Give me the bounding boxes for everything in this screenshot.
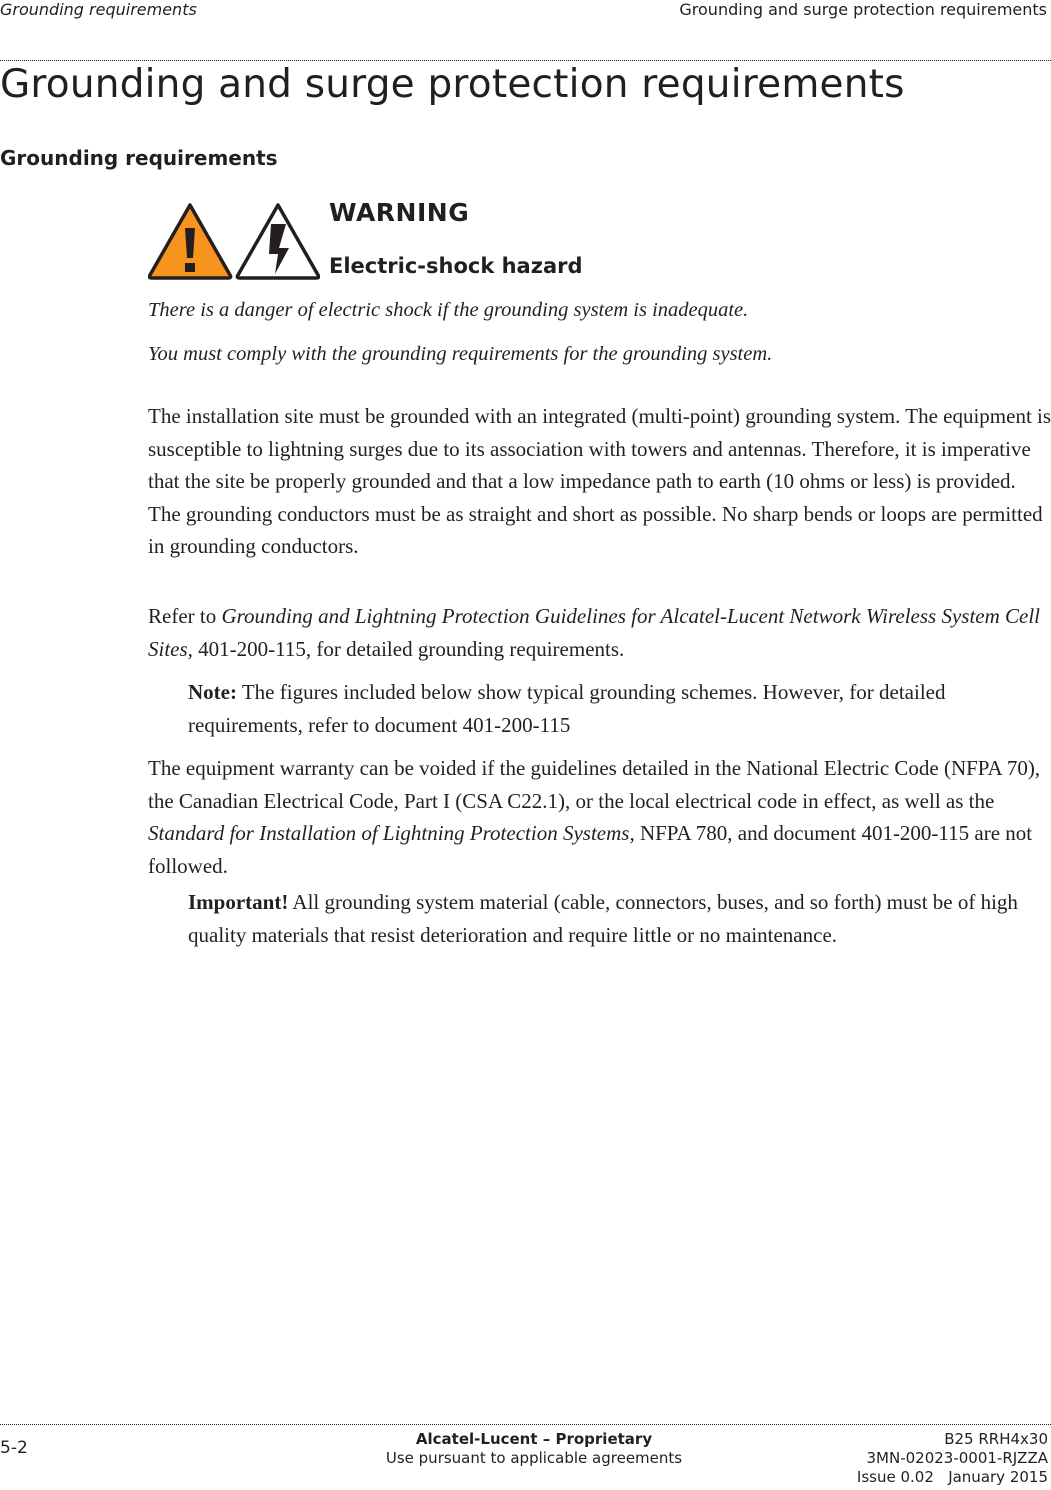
footer-date: January 2015: [948, 1468, 1048, 1486]
paragraph-3-suffix: NFPA 780, and document 401-200-115 are not followed.: [148, 821, 1033, 878]
header-divider: [0, 60, 1051, 61]
paragraph-1: The installation site must be grounded with an integrated (multi-point) grounding system. The equipment is susceptible to lightning surges due to its association with towers and antennas. Therefore, it is imperative that the site be properly grounded and that a low impedance path to earth (10 ohms or less) is provided. The grounding conductors must be as straight and short as possible. No sharp bends or loops are permitted in grounding conductors.: [148, 404, 1051, 558]
warning-icons: [148, 202, 320, 280]
paragraph-2: [148, 600, 1051, 665]
footer-company: Alcatel-Lucent – Proprietary: [415, 1430, 653, 1448]
running-header: [0, 0, 1051, 22]
section-title: Grounding requirements: [0, 146, 278, 170]
note-label: Note:: [188, 680, 237, 704]
warning-label: WARNING: [329, 198, 470, 227]
note: [188, 676, 1051, 741]
warning-line-2: You must comply with the grounding requirements for the grounding system.: [148, 343, 773, 365]
standard-title: Standard for Installation of Lightning Protection Systems,: [148, 821, 635, 845]
page-title: Grounding and surge protection requirements: [0, 62, 905, 107]
note-text: The figures included below show typical grounding schemes. However, for detailed requirements, refer to document 401-200-115: [188, 680, 946, 737]
footer-center: [300, 1430, 768, 1468]
important-note: [188, 886, 1051, 951]
electric-shock-icon: [237, 205, 318, 278]
header-left: Grounding requirements: [0, 0, 197, 19]
footer-right: [857, 1430, 1048, 1487]
warning-icons-svg: [148, 202, 320, 280]
footer-issue: Issue 0.02: [856, 1468, 934, 1486]
header-right: Grounding and surge protection requirements: [679, 0, 1047, 19]
important-text: All grounding system material (cable, connectors, buses, and so forth) must be of high quality materials that resist deterioration and require little or no maintenance.: [188, 890, 1018, 947]
guidelines-title: Grounding and Lightning Protection Guidelines for Alcatel-Lucent Network Wireless System Cell Sites,: [148, 604, 1041, 661]
paragraph-2-suffix: 401-200-115, for detailed grounding requirements.: [192, 636, 625, 661]
warning-line-1: There is a danger of electric shock if the grounding system is inadequate.: [148, 299, 749, 321]
page-number: 5-2: [0, 1438, 28, 1458]
exclamation-warning-icon: [149, 205, 230, 278]
footer-doc-number: 3MN-02023-0001-RJZZA: [866, 1449, 1048, 1467]
paragraph-2-prefix: Refer to: [148, 604, 222, 628]
important-label: Important!: [188, 890, 289, 914]
warning-subtitle: Electric-shock hazard: [329, 254, 583, 278]
paragraph-3-prefix: The equipment warranty can be voided if the guidelines detailed in the National Electric Code (NFPA 70), the Canadian Electrical Code, Part I (CSA C22.1), or the local electrical code in effect, as well as the: [148, 756, 1041, 813]
footer-issue-line: [857, 1468, 1048, 1487]
footer-product: B25 RRH4x30: [944, 1430, 1048, 1448]
footer-divider: [0, 1424, 1051, 1425]
paragraph-3: [148, 752, 1051, 882]
footer-usage: Use pursuant to applicable agreements: [385, 1449, 683, 1467]
